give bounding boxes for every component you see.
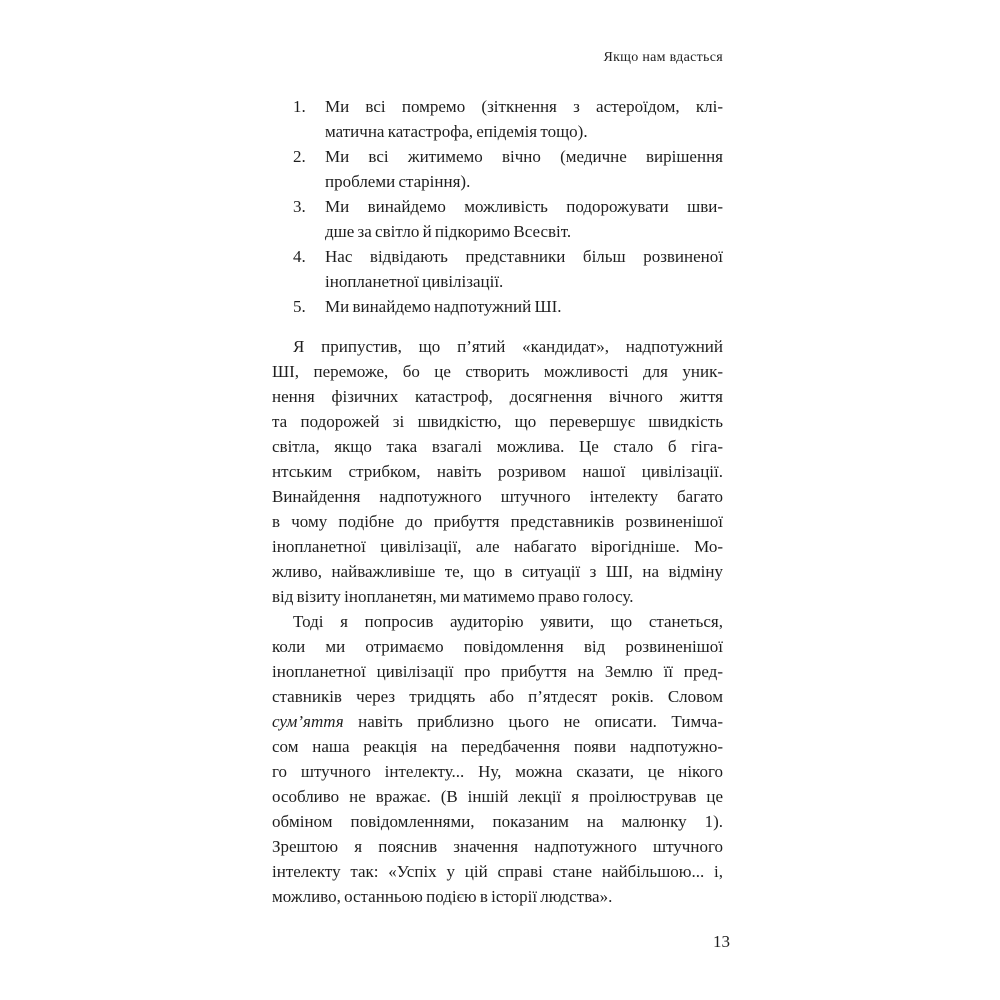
candidate-list <box>272 94 723 319</box>
text-line: ставників через тридцять або п’ятдесят років. Словом <box>272 687 723 706</box>
text-line: Нас відвідають представники більш розвиненої <box>325 247 723 266</box>
text-segment: навіть приблизно цього не описати. Тимча- <box>343 712 723 731</box>
text-line: інопланетної цивілізації про прибуття на Землю її пред- <box>272 662 723 681</box>
text-line: обміном повідомленнями, показаним на малюнку 1). <box>272 812 723 831</box>
text-line: в чому подібне до прибуття представників розвиненішої <box>272 512 723 531</box>
text-line: коли ми отримаємо повідомлення від розвиненішої <box>272 637 723 656</box>
text-line: інопланетної цивілізації, але набагато вірогідніше. Мо- <box>272 537 723 556</box>
text-line: Ми винайдемо можливість подорожувати шви- <box>325 197 723 216</box>
text-line: дше за світло й підкоримо Всесвіт. <box>325 222 572 241</box>
text-line: Тоді я попросив аудиторію уявити, що станеться, <box>293 612 723 631</box>
text-line: матична катастрофа, епідемія тощо). <box>325 122 588 141</box>
text-line: го штучного інтелекту... Ну, можна сказати, це нікого <box>272 762 723 781</box>
paragraph-2 <box>272 609 723 909</box>
text-line: Я припустив, що п’ятий «кандидат», надпотужний <box>293 337 723 356</box>
list-item-number: 4. <box>293 247 306 266</box>
text-line: Винайдення надпотужного штучного інтелекту багато <box>272 487 723 506</box>
text-line: нення фізичних катастроф, досягнення вічного життя <box>272 387 723 406</box>
text-line: інтелекту так: «Успіх у цій справі стане найбільшою... і, <box>272 862 723 881</box>
running-head: Якщо нам вдасться <box>603 50 723 65</box>
text-line: жливо, найважливіше те, що в ситуації з ШІ, на відміну <box>272 562 723 581</box>
text-line: нтським стрибком, навіть розривом нашої цивілізації. <box>272 462 723 481</box>
text-line: та подорожей зі швидкістю, що перевершує швидкість <box>272 412 723 431</box>
text-line: Ми винайдемо надпотужний ШІ. <box>325 297 562 316</box>
list-item-5 <box>272 294 723 319</box>
text-line: проблеми старіння). <box>325 172 471 191</box>
list-item-number: 5. <box>293 297 306 316</box>
text-line: особливо не вражає. (В іншій лекції я проілюстрував це <box>272 787 723 806</box>
text-line: від візиту інопланетян, ми матимемо право голосу. <box>272 587 634 606</box>
paragraph-1 <box>272 334 723 609</box>
page-number: 13 <box>713 932 730 951</box>
text-line: Зрештою я пояснив значення надпотужного штучного <box>272 837 723 856</box>
list-item-number: 1. <box>293 97 306 116</box>
text-line: інопланетної цивілізації. <box>325 272 504 291</box>
text-line <box>272 709 723 734</box>
list-item-4 <box>272 244 723 294</box>
text-line: ШІ, переможе, бо це створить можливості для уник- <box>272 362 723 381</box>
list-item-1 <box>272 94 723 144</box>
text-line: можливо, останньою подією в історії людства». <box>272 887 613 906</box>
text-line: світла, якщо така взагалі можлива. Це стало б гіга- <box>272 437 723 456</box>
list-item-number: 3. <box>293 197 306 216</box>
text-line: Ми всі житимемо вічно (медичне вирішення <box>325 147 723 166</box>
italic-word: сум’яття <box>272 712 344 731</box>
list-item-2 <box>272 144 723 194</box>
text-line: Ми всі помремо (зіткнення з астероїдом, клі- <box>325 97 723 116</box>
list-item-3 <box>272 194 723 244</box>
list-item-number: 2. <box>293 147 306 166</box>
text-line: сом наша реакція на передбачення появи надпотужно- <box>272 737 723 756</box>
